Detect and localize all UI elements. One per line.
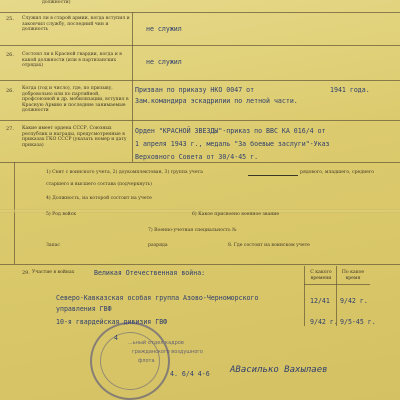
row-28-value-line1: Орден "КРАСНОЙ ЗВЕЗДЫ"-приказ по ВВС КА 016/4 от	[135, 127, 326, 135]
section-item-f1: Запас	[46, 243, 60, 248]
row-28-label: Какие имеет ордена СССР, Союзных республик и награды, предусмотренные в приказах ГКО СССР (указать номер и дату приказа)	[22, 126, 127, 148]
section-item-e: 7) Военно-учетная специальность №	[148, 228, 237, 233]
row-29-label: Участие в войнах	[32, 270, 75, 275]
divider	[0, 45, 400, 46]
war-entry-2-unit: 10-я гвардейская дивизия ГВФ	[56, 318, 168, 326]
section-item-a: 1) Снят с воинского учета, 2) доукомплектован, 3) группа учета	[46, 170, 203, 175]
section-side-border	[14, 162, 15, 264]
signature: АВасилько Вахылаев	[230, 365, 328, 375]
divider	[0, 12, 400, 13]
row-25-label: Служил ли в старой армии, когда вступил и закончил службу, последний чин и должность	[22, 16, 130, 33]
war-entry-2-from: 9/42 г.	[310, 318, 338, 326]
section-item-f2: разряда	[148, 243, 168, 248]
signature-date: 4. 6/4 4-6	[170, 370, 210, 378]
row-27-value-year: 1941 года.	[330, 86, 370, 94]
divider	[0, 120, 400, 121]
section-item-c: 4) Должность, на которой состоит на учете	[46, 196, 152, 201]
stamp-handwritten-mark: 4	[114, 334, 118, 342]
section-item-a-tail: рядового, младшего, среднего	[300, 170, 375, 175]
war-entry-1-unit-line2: управления ГВФ	[56, 305, 112, 313]
divider	[0, 264, 400, 265]
underline	[248, 175, 298, 176]
row-24-label-tail: должности)	[42, 0, 71, 5]
column-divider	[304, 266, 305, 326]
column-divider	[132, 12, 133, 162]
war-entry-1-to: 9/42 г.	[340, 297, 368, 305]
divider	[304, 284, 370, 285]
col-to-header: По какое время	[341, 270, 365, 281]
section-item-f3: 8. Где состоит на воинском учете	[228, 243, 310, 248]
war-entry-1-unit: Северо-Кавказская особая группа Азово-Черноморского	[56, 294, 259, 302]
row-26-number: 26.	[6, 52, 14, 58]
row-26-value: не служил	[146, 58, 182, 66]
war-entry-1-from: 12/41	[310, 297, 330, 305]
column-divider	[336, 266, 337, 326]
row-28-value-line2: 1 апреля 1943 г., медаль "За боевые заслуги"-Указ	[135, 140, 330, 148]
row-27-label: Когда (год и число), где, по призыву, добровольно или по партийной, профсоюзной и др. мобилизации, вступил в Красную Армию и последние занимаемые должности	[22, 86, 129, 114]
section-item-b: старшего и высшего состава (подчеркнуть)	[46, 182, 152, 187]
divider	[0, 162, 400, 163]
row-27-value-line2: Зам.командира эскадрилии по летной части.	[135, 97, 298, 105]
row-28-number: 27.	[6, 126, 14, 132]
row-25-number: 25.	[6, 16, 14, 22]
row-29-number: 29.	[22, 270, 30, 276]
war-entry-2-to: 9/5-45 г.	[340, 318, 376, 326]
stamp-text-line1: ...ьный отдел кадров	[128, 340, 184, 346]
stamp-text-line3: флота	[138, 358, 155, 364]
row-27-number: 26.	[6, 88, 14, 94]
stamp-text-line2: гражданского воздушного	[132, 349, 203, 355]
row-26-label: Состоял ли в Красной гвардии, когда и в какой должности (или в партизанских отрядах)	[22, 52, 122, 69]
col-from-header: С какого времени	[310, 270, 332, 281]
row-27-value-line1: Призван по приказу НКО 0047 от	[135, 86, 255, 94]
divider	[0, 80, 400, 81]
row-25-value: не служил	[146, 25, 182, 33]
section-item-d2: 6) Какое присвоено военное звание	[192, 212, 280, 217]
row-28-value-line3: Верховного Совета от 30/4-45 г.	[135, 153, 259, 161]
row-29-value: Великая Отечественная война:	[94, 269, 206, 277]
section-item-d1: 5) Род войск	[46, 212, 77, 217]
